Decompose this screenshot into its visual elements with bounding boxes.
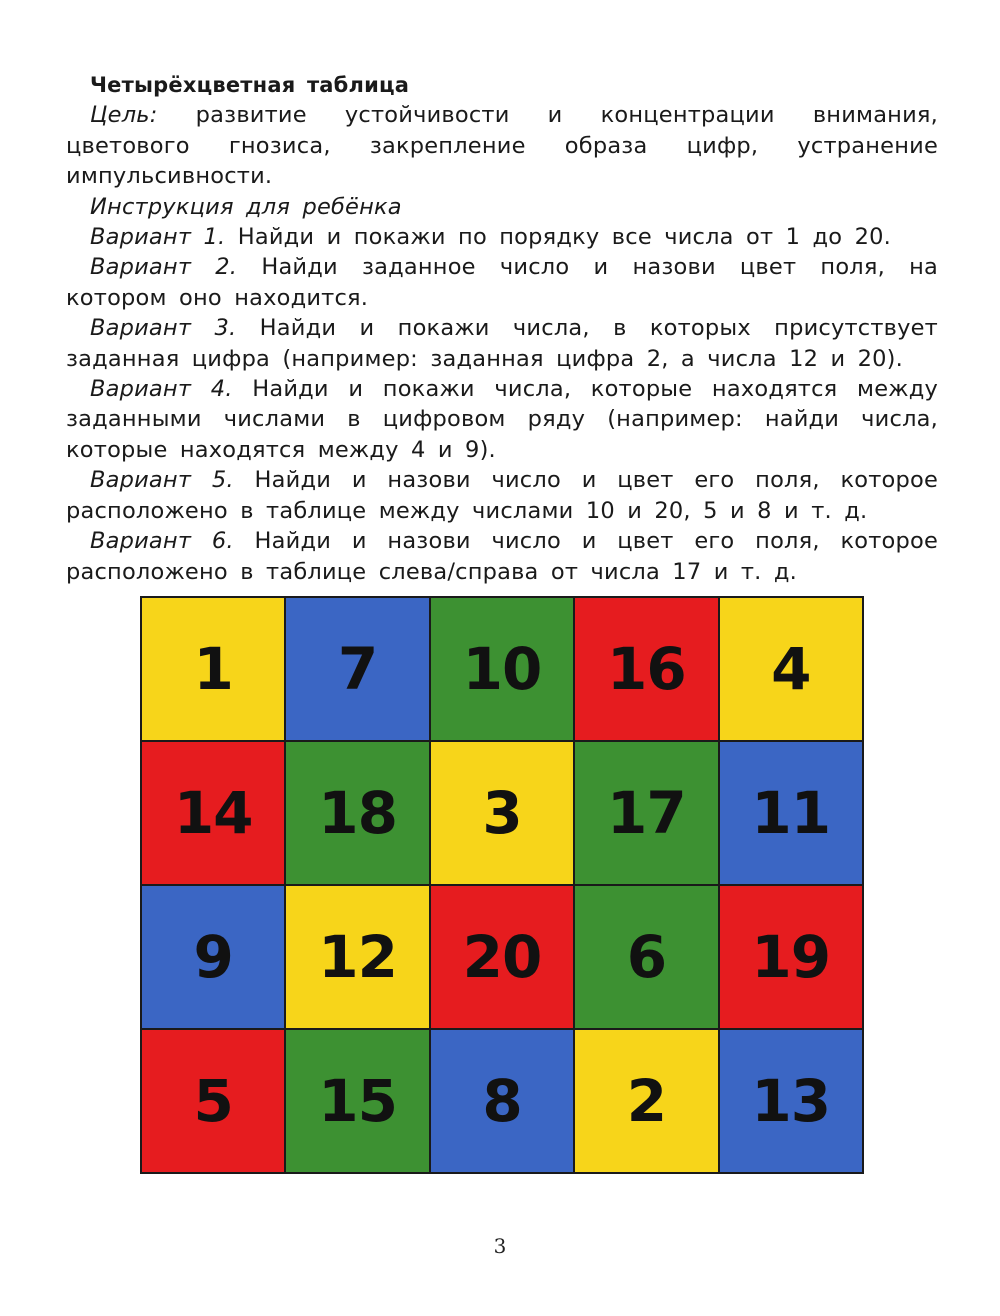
table-cell: 11 bbox=[720, 742, 862, 884]
table-cell: 1 bbox=[142, 598, 284, 740]
table-cell: 5 bbox=[142, 1030, 284, 1172]
table-cell: 16 bbox=[575, 598, 717, 740]
variant-5 bbox=[66, 465, 938, 526]
variant-text: Найди и покажи числа, в которых присутствует заданная цифра (например: заданная цифра 2, а числа 12 и 20). bbox=[66, 315, 938, 372]
variant-text: Найди и покажи по порядку все числа от 1 до 20. bbox=[225, 224, 891, 251]
table-cell: 15 bbox=[286, 1030, 428, 1172]
variant-text: Найди заданное число и назови цвет поля, на котором оно находится. bbox=[66, 254, 939, 311]
table-cell: 17 bbox=[575, 742, 717, 884]
table-cell: 20 bbox=[431, 886, 573, 1028]
table-cell: 14 bbox=[142, 742, 284, 884]
variant-label: Вариант 6. bbox=[90, 528, 234, 555]
instruction-heading: Инструкция для ребёнка bbox=[90, 193, 402, 220]
table-cell: 4 bbox=[720, 598, 862, 740]
table-cell: 3 bbox=[431, 742, 573, 884]
table-cell: 12 bbox=[286, 886, 428, 1028]
variant-3 bbox=[66, 313, 938, 374]
table-cell: 8 bbox=[431, 1030, 573, 1172]
variant-label: Вариант 2. bbox=[90, 254, 238, 281]
variant-4 bbox=[66, 374, 938, 465]
table-cell: 13 bbox=[720, 1030, 862, 1172]
goal-paragraph bbox=[66, 100, 938, 191]
table-cell: 19 bbox=[720, 886, 862, 1028]
page-title: Четырёхцветная таблица bbox=[90, 73, 410, 97]
four-color-table bbox=[140, 596, 864, 1174]
variant-label: Вариант 4. bbox=[90, 376, 233, 403]
variant-6 bbox=[66, 526, 938, 587]
variant-text: Найди и назови число и цвет его поля, которое расположено в таблице слева/справа от числа 17 и т. д. bbox=[66, 528, 938, 585]
page-number: 3 bbox=[493, 1234, 507, 1258]
variant-text: Найди и назови число и цвет его поля, которое расположено в таблице между числами 10 и 20, 5 и 8 и т. д. bbox=[66, 467, 938, 524]
table-cell: 9 bbox=[142, 886, 284, 1028]
variant-1 bbox=[66, 222, 938, 252]
table-cell: 6 bbox=[575, 886, 717, 1028]
variant-label: Вариант 3. bbox=[90, 315, 237, 342]
variant-2 bbox=[66, 252, 938, 313]
variant-label: Вариант 1. bbox=[90, 224, 226, 251]
table-cell: 7 bbox=[286, 598, 428, 740]
variant-text: Найди и покажи числа, которые находятся между заданными числами в цифровом ряду (например: найди числа, которые находятся между 4 и 9). bbox=[66, 376, 938, 463]
table-cell: 18 bbox=[286, 742, 428, 884]
goal-label: Цель: bbox=[90, 102, 158, 129]
table-cell: 10 bbox=[431, 598, 573, 740]
goal-text: развитие устойчивости и концентрации внимания, цветового гнозиса, закрепление образа цифр, устранение импульсивности. bbox=[66, 102, 938, 190]
variant-label: Вариант 5. bbox=[90, 467, 234, 494]
table-cell: 2 bbox=[575, 1030, 717, 1172]
text-block bbox=[66, 70, 938, 587]
